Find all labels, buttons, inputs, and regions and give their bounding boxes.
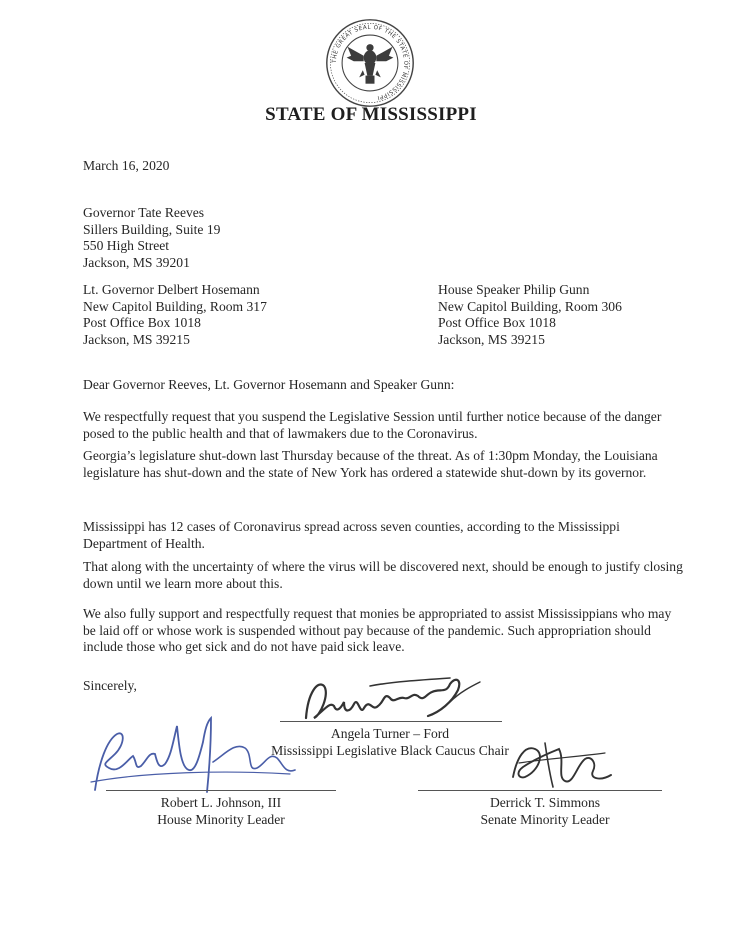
address-line: Jackson, MS 39215 — [83, 331, 190, 347]
address-line: Jackson, MS 39201 — [83, 254, 190, 270]
signature-line — [418, 790, 662, 791]
letterhead-title: STATE OF MISSISSIPPI — [265, 104, 477, 125]
address-line: 550 High Street — [83, 238, 170, 253]
address-line: New Capitol Building, Room 317 — [83, 298, 267, 314]
signer-title: Mississippi Legislative Black Caucus Chair — [271, 742, 509, 758]
signature-derrick-t-simmons — [505, 737, 620, 793]
addressee-house-speaker — [438, 282, 622, 348]
signature-robert-l-johnson — [85, 712, 300, 796]
address-line: House Speaker Philip Gunn — [438, 282, 590, 297]
address-line: Sillers Building, Suite 19 — [83, 221, 221, 237]
signer-title: Senate Minority Leader — [480, 811, 610, 827]
body-paragraph: That along with the uncertainty of where the virus will be discovered next, should be enough to justify closing down until we learn more about this. — [83, 559, 683, 591]
addressee-lt-governor — [83, 282, 267, 348]
signature-angela-turner-ford — [300, 672, 485, 728]
address-line: Post Office Box 1018 — [438, 315, 556, 330]
signer-name: Derrick T. Simmons — [489, 795, 601, 810]
address-line: Post Office Box 1018 — [83, 315, 201, 330]
address-line: New Capitol Building, Room 306 — [438, 298, 622, 314]
svg-text:THE GREAT SEAL OF THE STATE OF: THE GREAT SEAL OF THE STATE OF MISSISSIPPI — [331, 24, 409, 101]
body-paragraph: Mississippi has 12 cases of Coronavirus spread across seven counties, according to the Mississippi Department of Health. — [83, 519, 620, 551]
signer-block-derrick-t-simmons — [430, 795, 660, 828]
address-line: Governor Tate Reeves — [83, 205, 205, 220]
address-line: Jackson, MS 39215 — [438, 331, 545, 347]
body-paragraph: Georgia’s legislature shut-down last Thursday because of the threat. As of 1:30pm Monday, the Louisiana legislature has shut-down and the state of New York has ordered a statewide shut-down by its governor. — [83, 448, 658, 480]
signer-block-robert-l-johnson — [96, 795, 346, 828]
closing: Sincerely, — [83, 678, 137, 693]
addressee-governor — [83, 205, 220, 271]
letter-date: March 16, 2020 — [83, 158, 170, 173]
signature-line — [106, 790, 336, 791]
body-paragraph: We also fully support and respectfully request that monies be appropriated to assist Mississippians who may be laid off or whose work is suspended without pay because of the pandemic. Such appropriation should include those who get sick and do not have paid sick leave. — [83, 606, 672, 654]
signer-block-angela-turner-ford — [270, 726, 510, 759]
body-paragraph: We respectfully request that you suspend the Legislative Session until further notice because of the danger posed to the public health and that of lawmakers due to the Coronavirus. — [83, 409, 662, 441]
state-seal-icon — [325, 18, 415, 108]
salutation: Dear Governor Reeves, Lt. Governor Hosemann and Speaker Gunn: — [83, 377, 455, 392]
signature-line — [280, 721, 502, 722]
signer-name: Robert L. Johnson, III — [160, 795, 282, 810]
signer-name: Angela Turner – Ford — [330, 726, 450, 741]
address-line: Lt. Governor Delbert Hosemann — [83, 282, 260, 297]
signer-title: House Minority Leader — [157, 811, 285, 827]
